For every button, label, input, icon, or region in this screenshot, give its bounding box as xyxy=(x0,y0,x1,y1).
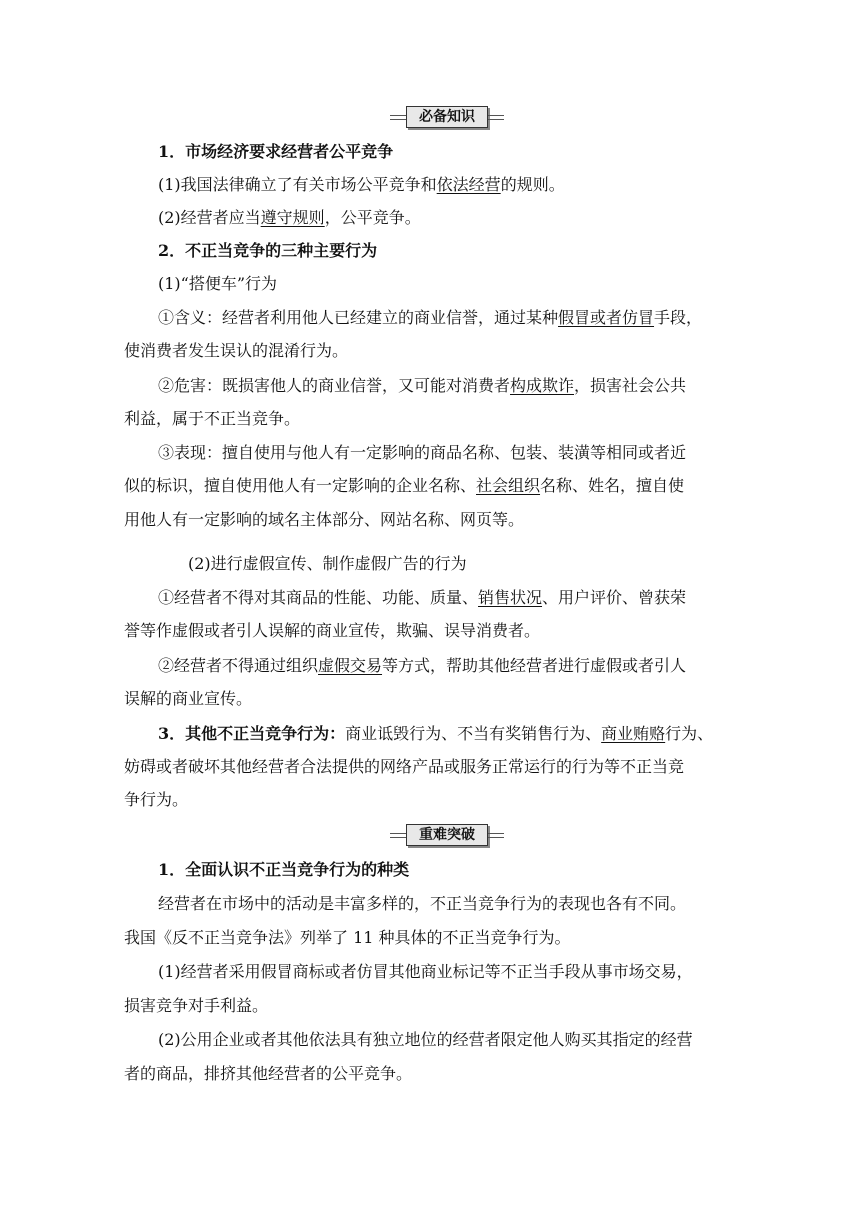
subheading-false-advertising: (2)进行虚假宣传、制作虚假广告的行为 xyxy=(188,554,467,573)
paragraph-meaning-line2: 使消费者发生误认的混淆行为。 xyxy=(124,341,349,360)
paragraph-false-publicity-2-line2: 误解的商业宣传。 xyxy=(124,689,253,708)
heading-s2-1: 1．全面认识不正当竞争行为的种类 xyxy=(158,860,410,879)
text: (2)经营者应当 xyxy=(158,208,261,227)
paragraph-s2-3: (2)公用企业或者其他依法具有独立地位的经营者限定他人购买其指定的经营 xyxy=(158,1030,693,1049)
paragraph-s2-3-line2: 者的商品，排挤其他经营者的公平竞争。 xyxy=(124,1064,413,1083)
header-rule-right xyxy=(488,115,504,120)
paragraph-other-behaviors-line2: 妨碍或者破坏其他经营者合法提供的网络产品或服务正常运行的行为等不正当竞 xyxy=(124,757,685,776)
paragraph-false-publicity-1 xyxy=(158,587,778,609)
subheading-free-rider: (1)“搭便车”行为 xyxy=(158,274,278,293)
text: ，损害社会公共 xyxy=(574,376,687,395)
paragraph-1-1 xyxy=(158,174,778,196)
text: (1)我国法律确立了有关市场公平竞争和 xyxy=(158,175,437,194)
paragraph-s2-2-line2: 损害竞争对手利益。 xyxy=(124,996,269,1015)
text: 行为、 xyxy=(665,724,714,743)
text: ①含义：经营者利用他人已经建立的商业信誉，通过某种 xyxy=(158,308,559,327)
text: ②经营者不得通过组织 xyxy=(158,656,319,675)
key-term: 社会组织 xyxy=(476,476,541,495)
section-header-title: 重难突破 xyxy=(406,824,488,846)
heading-2: 2．不正当竞争的三种主要行为 xyxy=(158,241,378,260)
paragraph-harm xyxy=(158,375,778,397)
paragraph-1-2 xyxy=(158,207,778,229)
text: 手段， xyxy=(654,308,703,327)
text: 商业诋毁行为、不当有奖销售行为、 xyxy=(345,724,602,743)
key-term: 商业贿赂 xyxy=(601,724,666,743)
header-rule-left xyxy=(390,833,406,838)
text: 等方式，帮助其他经营者进行虚假或者引人 xyxy=(382,656,687,675)
section-header-key-difficulties xyxy=(390,824,504,846)
text: 、用户评价、曾获荣 xyxy=(542,588,687,607)
key-term: 遵守规则 xyxy=(260,208,325,227)
key-term: 依法经营 xyxy=(436,175,501,194)
text: 似的标识，擅自使用他人有一定影响的企业名称、 xyxy=(124,476,477,495)
heading-3: 3．其他不正当竞争行为： xyxy=(158,724,346,743)
paragraph-false-publicity-2 xyxy=(158,655,778,677)
paragraph-s2-1-line2: 我国《反不正当竞争法》列举了 11 种具体的不正当竞争行为。 xyxy=(124,928,571,947)
section-header-essential-knowledge xyxy=(390,106,504,128)
paragraph-other-behaviors xyxy=(158,723,778,745)
text: ②危害：既损害他人的商业信誉，又可能对消费者 xyxy=(158,376,511,395)
paragraph-other-behaviors-line3: 争行为。 xyxy=(124,790,189,809)
paragraph-s2-1: 经营者在市场中的活动是丰富多样的，不正当竞争行为的表现也各有不同。 xyxy=(158,894,687,913)
text: ①经营者不得对其商品的性能、功能、质量、 xyxy=(158,588,479,607)
paragraph-manifestation-line2 xyxy=(124,475,744,497)
paragraph-harm-line2: 利益，属于不正当竞争。 xyxy=(124,409,301,428)
text: 的规则。 xyxy=(500,175,565,194)
header-rule-left xyxy=(390,115,406,120)
paragraph-manifestation: ③表现：擅自使用与他人有一定影响的商品名称、包装、装潢等相同或者近 xyxy=(158,443,687,462)
header-rule-right xyxy=(488,833,504,838)
section-header-title: 必备知识 xyxy=(406,106,488,128)
paragraph-manifestation-line3: 用他人有一定影响的域名主体部分、网站名称、网页等。 xyxy=(124,510,525,529)
paragraph-false-publicity-1-line2: 誉等作虚假或者引人误解的商业宣传，欺骗、误导消费者。 xyxy=(124,621,541,640)
text: 名称、姓名，擅自使 xyxy=(540,476,685,495)
key-term: 销售状况 xyxy=(478,588,543,607)
key-term: 构成欺诈 xyxy=(510,376,575,395)
key-term: 虚假交易 xyxy=(318,656,383,675)
paragraph-meaning xyxy=(158,307,744,329)
text: ，公平竞争。 xyxy=(324,208,421,227)
key-term: 假冒或者仿冒 xyxy=(558,308,655,327)
paragraph-s2-2: (1)经营者采用假冒商标或者仿冒其他商业标记等不正当手段从事市场交易， xyxy=(158,962,693,981)
heading-1: 1．市场经济要求经营者公平竞争 xyxy=(158,142,394,161)
